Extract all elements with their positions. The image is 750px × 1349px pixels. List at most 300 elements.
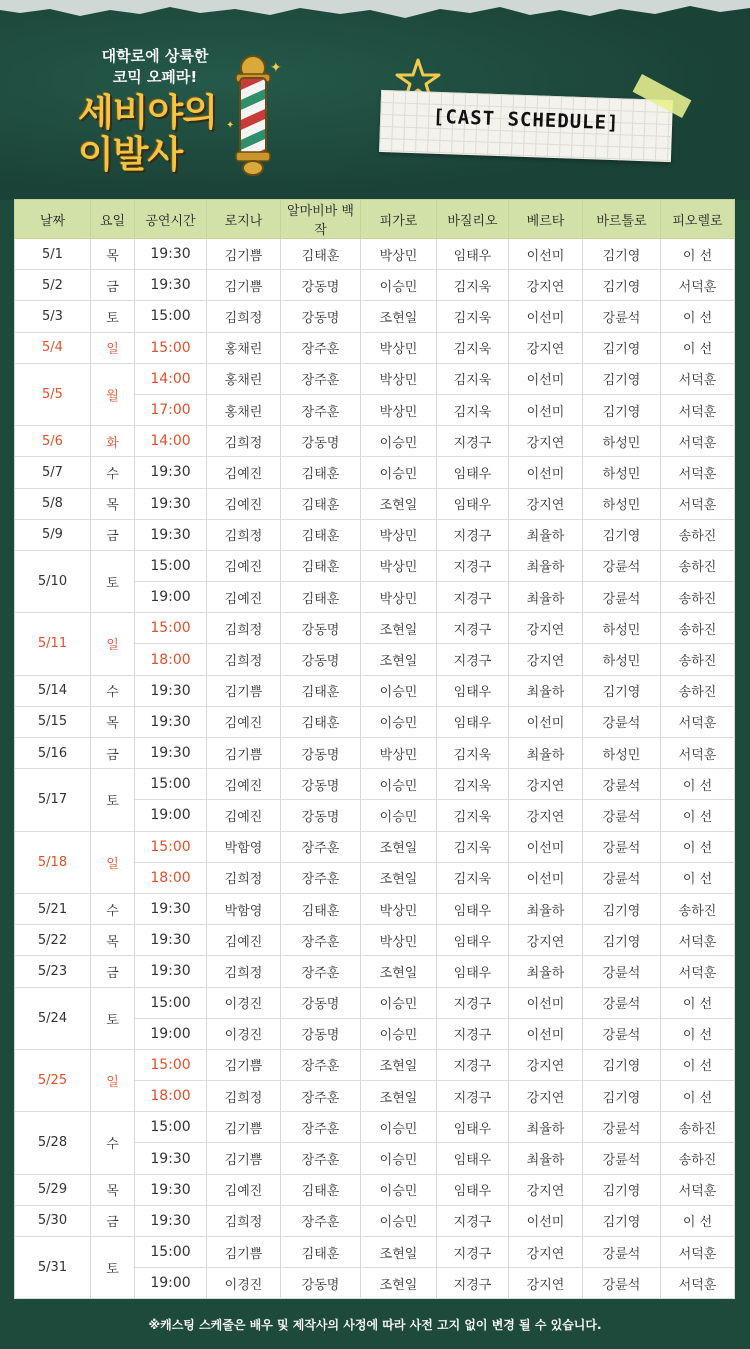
table-row <box>15 519 735 550</box>
cast-cell: 지경구 <box>437 1049 509 1080</box>
cast-cell: 김기영 <box>583 925 661 956</box>
column-header: 바르톨로 <box>583 200 661 239</box>
weekday-cell: 토 <box>91 550 135 612</box>
cast-cell: 김예진 <box>207 925 281 956</box>
cast-cell: 강동명 <box>281 738 361 769</box>
cast-cell: 김예진 <box>207 582 281 613</box>
cast-cell: 김기영 <box>583 1174 661 1205</box>
schedule-table-body <box>15 239 735 1299</box>
cast-cell: 조현일 <box>361 301 437 332</box>
cast-cell: 조현일 <box>361 862 437 893</box>
weekday-cell: 화 <box>91 426 135 457</box>
cast-cell: 김태훈 <box>281 239 361 270</box>
weekday-cell: 목 <box>91 706 135 737</box>
table-row <box>15 893 735 924</box>
weekday-cell: 금 <box>91 956 135 987</box>
cast-cell: 강지연 <box>509 1268 583 1299</box>
cast-cell: 이 선 <box>661 1049 735 1080</box>
cast-cell: 이선미 <box>509 987 583 1018</box>
cast-cell: 홍채린 <box>207 363 281 394</box>
cast-cell: 최율하 <box>509 893 583 924</box>
show-logo-title <box>78 92 228 176</box>
date-cell: 5/17 <box>15 769 91 831</box>
cast-cell: 박상민 <box>361 519 437 550</box>
cast-cell: 서덕훈 <box>661 925 735 956</box>
showtime-cell: 15:00 <box>135 1049 207 1080</box>
cast-cell: 김태훈 <box>281 550 361 581</box>
date-cell: 5/25 <box>15 1049 91 1111</box>
column-header: 날짜 <box>15 200 91 239</box>
table-row <box>15 1112 735 1143</box>
cast-cell: 김기쁨 <box>207 1112 281 1143</box>
cast-cell: 조현일 <box>361 1237 437 1268</box>
cast-cell: 서덕훈 <box>661 363 735 394</box>
column-header: 피오렐로 <box>661 200 735 239</box>
cast-cell: 강륜석 <box>583 862 661 893</box>
cast-cell: 강륜석 <box>583 769 661 800</box>
showtime-cell: 19:30 <box>135 457 207 488</box>
cast-cell: 조현일 <box>361 831 437 862</box>
cast-cell: 박상민 <box>361 394 437 425</box>
cast-cell: 지경구 <box>437 1268 509 1299</box>
cast-cell: 지경구 <box>437 582 509 613</box>
column-header: 피가로 <box>361 200 437 239</box>
cast-cell: 송하진 <box>661 582 735 613</box>
table-row <box>15 363 735 394</box>
cast-cell: 이 선 <box>661 862 735 893</box>
cast-cell: 장주훈 <box>281 1143 361 1174</box>
weekday-cell: 목 <box>91 1174 135 1205</box>
cast-cell: 강지연 <box>509 1174 583 1205</box>
cast-cell: 김지욱 <box>437 270 509 301</box>
cast-cell: 강동명 <box>281 644 361 675</box>
cast-cell: 이승민 <box>361 675 437 706</box>
cast-schedule-title: [CAST SCHEDULE] <box>432 105 620 135</box>
weekday-cell: 토 <box>91 987 135 1049</box>
cast-cell: 강륜석 <box>583 831 661 862</box>
cast-cell: 강륜석 <box>583 550 661 581</box>
cast-cell: 임태우 <box>437 457 509 488</box>
showtime-cell: 19:30 <box>135 239 207 270</box>
date-cell: 5/14 <box>15 675 91 706</box>
cast-cell: 서덕훈 <box>661 457 735 488</box>
cast-cell: 이 선 <box>661 1081 735 1112</box>
cast-cell: 이승민 <box>361 1018 437 1049</box>
cast-cell: 이승민 <box>361 987 437 1018</box>
cast-cell: 이승민 <box>361 1205 437 1236</box>
table-row <box>15 1205 735 1236</box>
cast-cell: 이승민 <box>361 706 437 737</box>
cast-cell: 강지연 <box>509 332 583 363</box>
cast-cell: 박상민 <box>361 925 437 956</box>
cast-cell: 김예진 <box>207 550 281 581</box>
date-cell: 5/28 <box>15 1112 91 1174</box>
showtime-cell: 17:00 <box>135 394 207 425</box>
table-row <box>15 738 735 769</box>
cast-cell: 장주훈 <box>281 363 361 394</box>
cast-cell: 김태훈 <box>281 893 361 924</box>
cast-cell: 지경구 <box>437 1081 509 1112</box>
cast-cell: 강지연 <box>509 769 583 800</box>
showtime-cell: 19:30 <box>135 519 207 550</box>
date-cell: 5/16 <box>15 738 91 769</box>
cast-cell: 김기쁨 <box>207 675 281 706</box>
cast-cell: 김태훈 <box>281 706 361 737</box>
cast-cell: 김예진 <box>207 488 281 519</box>
showtime-cell: 19:00 <box>135 1268 207 1299</box>
showtime-cell: 15:00 <box>135 769 207 800</box>
cast-cell: 강륜석 <box>583 987 661 1018</box>
cast-cell: 김기쁨 <box>207 738 281 769</box>
cast-cell: 김예진 <box>207 800 281 831</box>
tagline-line-2: 코믹 오페라! <box>112 68 198 86</box>
cast-cell: 김태훈 <box>281 519 361 550</box>
cast-cell: 이선미 <box>509 457 583 488</box>
cast-cell: 이승민 <box>361 1112 437 1143</box>
weekday-cell: 수 <box>91 1112 135 1174</box>
showtime-cell: 19:00 <box>135 582 207 613</box>
cast-cell: 이승민 <box>361 1174 437 1205</box>
date-cell: 5/15 <box>15 706 91 737</box>
column-header: 베르타 <box>509 200 583 239</box>
cast-cell: 이경진 <box>207 987 281 1018</box>
cast-cell: 김기영 <box>583 332 661 363</box>
showtime-cell: 18:00 <box>135 862 207 893</box>
cast-cell: 이 선 <box>661 1205 735 1236</box>
cast-cell: 강지연 <box>509 644 583 675</box>
cast-cell: 강동명 <box>281 1018 361 1049</box>
cast-cell: 강륜석 <box>583 1237 661 1268</box>
weekday-cell: 수 <box>91 675 135 706</box>
cast-cell: 이경진 <box>207 1018 281 1049</box>
cast-cell: 김희정 <box>207 301 281 332</box>
cast-cell: 강동명 <box>281 800 361 831</box>
cast-cell: 김기영 <box>583 675 661 706</box>
cast-cell: 지경구 <box>437 1237 509 1268</box>
cast-cell: 이선미 <box>509 862 583 893</box>
cast-cell: 서덕훈 <box>661 488 735 519</box>
cast-cell: 서덕훈 <box>661 1174 735 1205</box>
cast-cell: 임태우 <box>437 1143 509 1174</box>
cast-cell: 강지연 <box>509 1237 583 1268</box>
schedule-table <box>14 199 735 1299</box>
cast-cell: 김기영 <box>583 1049 661 1080</box>
cast-cell: 김지욱 <box>437 800 509 831</box>
table-row <box>15 1049 735 1080</box>
cast-cell: 이경진 <box>207 1268 281 1299</box>
showtime-cell: 19:30 <box>135 738 207 769</box>
cast-cell: 김희정 <box>207 1081 281 1112</box>
cast-cell: 이 선 <box>661 239 735 270</box>
cast-cell: 김기영 <box>583 363 661 394</box>
cast-cell: 최율하 <box>509 956 583 987</box>
sparkle-icon: ✦ <box>226 120 235 131</box>
tagline-line-1: 대학로에 상륙한 <box>101 47 209 65</box>
cast-cell: 임태우 <box>437 893 509 924</box>
cast-cell: 지경구 <box>437 426 509 457</box>
cast-cell: 장주훈 <box>281 1049 361 1080</box>
date-cell: 5/5 <box>15 363 91 425</box>
date-cell: 5/6 <box>15 426 91 457</box>
cast-cell: 김기영 <box>583 1081 661 1112</box>
weekday-cell: 월 <box>91 363 135 425</box>
cast-cell: 임태우 <box>437 1112 509 1143</box>
cast-cell: 강동명 <box>281 301 361 332</box>
weekday-cell: 금 <box>91 1205 135 1236</box>
showtime-cell: 19:30 <box>135 675 207 706</box>
cast-cell: 최율하 <box>509 519 583 550</box>
date-cell: 5/9 <box>15 519 91 550</box>
cast-cell: 이선미 <box>509 1205 583 1236</box>
cast-cell: 강지연 <box>509 800 583 831</box>
showtime-cell: 18:00 <box>135 1081 207 1112</box>
cast-cell: 이승민 <box>361 769 437 800</box>
cast-cell: 김기쁨 <box>207 1049 281 1080</box>
cast-cell: 최율하 <box>509 1143 583 1174</box>
weekday-cell: 토 <box>91 769 135 831</box>
showtime-cell: 15:00 <box>135 987 207 1018</box>
showtime-cell: 19:30 <box>135 488 207 519</box>
table-row <box>15 488 735 519</box>
cast-cell: 하성민 <box>583 644 661 675</box>
cast-cell: 하성민 <box>583 457 661 488</box>
cast-cell: 박상민 <box>361 550 437 581</box>
column-header: 알마비바 백작 <box>281 200 361 239</box>
table-row <box>15 457 735 488</box>
cast-cell: 서덕훈 <box>661 956 735 987</box>
weekday-cell: 금 <box>91 519 135 550</box>
table-row <box>15 1237 735 1268</box>
cast-cell: 장주훈 <box>281 1112 361 1143</box>
cast-cell: 이승민 <box>361 270 437 301</box>
date-cell: 5/24 <box>15 987 91 1049</box>
cast-cell: 장주훈 <box>281 925 361 956</box>
showtime-cell: 19:30 <box>135 270 207 301</box>
cast-cell: 강동명 <box>281 270 361 301</box>
cast-cell: 김희정 <box>207 519 281 550</box>
showtime-cell: 15:00 <box>135 550 207 581</box>
cast-cell: 조현일 <box>361 956 437 987</box>
schedule-table-container <box>14 199 734 1299</box>
cast-cell: 강동명 <box>281 613 361 644</box>
cast-cell: 지경구 <box>437 987 509 1018</box>
cast-cell: 서덕훈 <box>661 270 735 301</box>
cast-cell: 김기쁨 <box>207 270 281 301</box>
cast-cell: 김지욱 <box>437 301 509 332</box>
cast-cell: 강륜석 <box>583 1268 661 1299</box>
table-row <box>15 239 735 270</box>
cast-cell: 송하진 <box>661 644 735 675</box>
cast-cell: 김태훈 <box>281 488 361 519</box>
cast-cell: 김예진 <box>207 769 281 800</box>
cast-cell: 김기영 <box>583 1205 661 1236</box>
cast-cell: 김희정 <box>207 426 281 457</box>
cast-cell: 박상민 <box>361 582 437 613</box>
cast-cell: 지경구 <box>437 519 509 550</box>
cast-cell: 강동명 <box>281 987 361 1018</box>
date-cell: 5/18 <box>15 831 91 893</box>
cast-cell: 강지연 <box>509 613 583 644</box>
cast-cell: 장주훈 <box>281 1205 361 1236</box>
cast-cell: 이선미 <box>509 239 583 270</box>
date-cell: 5/22 <box>15 925 91 956</box>
cast-cell: 강륜석 <box>583 800 661 831</box>
weekday-cell: 일 <box>91 332 135 363</box>
showtime-cell: 14:00 <box>135 363 207 394</box>
table-row <box>15 675 735 706</box>
date-cell: 5/23 <box>15 956 91 987</box>
cast-cell: 김태훈 <box>281 675 361 706</box>
cast-cell: 이선미 <box>509 394 583 425</box>
cast-cell: 김기영 <box>583 270 661 301</box>
cast-cell: 하성민 <box>583 426 661 457</box>
cast-cell: 김기영 <box>583 239 661 270</box>
date-cell: 5/29 <box>15 1174 91 1205</box>
cast-cell: 이선미 <box>509 301 583 332</box>
cast-cell: 조현일 <box>361 488 437 519</box>
cast-cell: 임태우 <box>437 956 509 987</box>
date-cell: 5/4 <box>15 332 91 363</box>
cast-cell: 김예진 <box>207 1174 281 1205</box>
cast-cell: 최율하 <box>509 1112 583 1143</box>
cast-cell: 김지욱 <box>437 862 509 893</box>
cast-cell: 김희정 <box>207 644 281 675</box>
column-header: 바질리오 <box>437 200 509 239</box>
showtime-cell: 15:00 <box>135 301 207 332</box>
cast-cell: 이 선 <box>661 831 735 862</box>
tagline <box>90 46 220 88</box>
cast-cell: 이승민 <box>361 800 437 831</box>
showtime-cell: 15:00 <box>135 1112 207 1143</box>
cast-cell: 이선미 <box>509 706 583 737</box>
cast-cell: 김지욱 <box>437 738 509 769</box>
cast-cell: 송하진 <box>661 519 735 550</box>
weekday-cell: 목 <box>91 488 135 519</box>
showtime-cell: 19:30 <box>135 1143 207 1174</box>
cast-cell: 지경구 <box>437 1205 509 1236</box>
cast-cell: 송하진 <box>661 613 735 644</box>
weekday-cell: 토 <box>91 301 135 332</box>
table-row <box>15 706 735 737</box>
cast-cell: 이 선 <box>661 769 735 800</box>
cast-cell: 조현일 <box>361 1049 437 1080</box>
cast-cell: 송하진 <box>661 550 735 581</box>
cast-cell: 장주훈 <box>281 394 361 425</box>
table-row <box>15 270 735 301</box>
table-row <box>15 831 735 862</box>
table-row <box>15 613 735 644</box>
cast-cell: 송하진 <box>661 675 735 706</box>
cast-cell: 강동명 <box>281 769 361 800</box>
cast-cell: 조현일 <box>361 1081 437 1112</box>
showtime-cell: 15:00 <box>135 1237 207 1268</box>
cast-cell: 하성민 <box>583 488 661 519</box>
showtime-cell: 19:30 <box>135 893 207 924</box>
cast-cell: 이승민 <box>361 426 437 457</box>
sparkle-icon: ✦ <box>270 60 282 76</box>
cast-cell: 강지연 <box>509 488 583 519</box>
table-header-row <box>15 200 735 239</box>
date-cell: 5/1 <box>15 239 91 270</box>
cast-cell: 장주훈 <box>281 1081 361 1112</box>
cast-cell: 김지욱 <box>437 363 509 394</box>
cast-cell: 지경구 <box>437 550 509 581</box>
cast-cell: 박상민 <box>361 738 437 769</box>
cast-cell: 강륜석 <box>583 1143 661 1174</box>
cast-cell: 이승민 <box>361 1143 437 1174</box>
cast-cell: 이 선 <box>661 1018 735 1049</box>
showtime-cell: 19:30 <box>135 1205 207 1236</box>
cast-cell: 김지욱 <box>437 332 509 363</box>
cast-cell: 이 선 <box>661 800 735 831</box>
cast-cell: 최율하 <box>509 550 583 581</box>
cast-cell: 장주훈 <box>281 956 361 987</box>
cast-cell: 강동명 <box>281 426 361 457</box>
cast-cell: 서덕훈 <box>661 1237 735 1268</box>
cast-cell: 김기영 <box>583 394 661 425</box>
cast-cell: 강지연 <box>509 426 583 457</box>
cast-cell: 김희정 <box>207 613 281 644</box>
cast-cell: 최율하 <box>509 675 583 706</box>
cast-cell: 서덕훈 <box>661 738 735 769</box>
date-cell: 5/10 <box>15 550 91 612</box>
cast-cell: 하성민 <box>583 738 661 769</box>
cast-cell: 김태훈 <box>281 1237 361 1268</box>
weekday-cell: 수 <box>91 893 135 924</box>
cast-cell: 김희정 <box>207 862 281 893</box>
cast-cell: 임태우 <box>437 925 509 956</box>
date-cell: 5/7 <box>15 457 91 488</box>
cast-cell: 장주훈 <box>281 332 361 363</box>
cast-cell: 이 선 <box>661 987 735 1018</box>
cast-cell: 김희정 <box>207 956 281 987</box>
weekday-cell: 금 <box>91 270 135 301</box>
weekday-cell: 목 <box>91 925 135 956</box>
weekday-cell: 일 <box>91 613 135 675</box>
cast-cell: 서덕훈 <box>661 426 735 457</box>
cast-cell: 서덕훈 <box>661 1268 735 1299</box>
cast-cell: 최율하 <box>509 582 583 613</box>
column-header: 요일 <box>91 200 135 239</box>
showtime-cell: 15:00 <box>135 332 207 363</box>
weekday-cell: 수 <box>91 457 135 488</box>
cast-cell: 강륜석 <box>583 582 661 613</box>
date-cell: 5/31 <box>15 1237 91 1299</box>
cast-cell: 박상민 <box>361 893 437 924</box>
cast-cell: 강지연 <box>509 925 583 956</box>
cast-cell: 장주훈 <box>281 831 361 862</box>
weekday-cell: 일 <box>91 1049 135 1111</box>
cast-cell: 김태훈 <box>281 1174 361 1205</box>
date-cell: 5/3 <box>15 301 91 332</box>
cast-cell: 임태우 <box>437 1174 509 1205</box>
table-row <box>15 769 735 800</box>
column-header: 로지나 <box>207 200 281 239</box>
column-header: 공연시간 <box>135 200 207 239</box>
cast-cell: 박상민 <box>361 332 437 363</box>
cast-cell: 서덕훈 <box>661 394 735 425</box>
cast-cell: 이 선 <box>661 332 735 363</box>
cast-cell: 김예진 <box>207 457 281 488</box>
cast-cell: 김희정 <box>207 1205 281 1236</box>
cast-cell: 임태우 <box>437 706 509 737</box>
cast-cell: 조현일 <box>361 613 437 644</box>
cast-cell: 이승민 <box>361 457 437 488</box>
table-row <box>15 301 735 332</box>
weekday-cell: 토 <box>91 1237 135 1299</box>
cast-cell: 이선미 <box>509 363 583 394</box>
weekday-cell: 목 <box>91 239 135 270</box>
